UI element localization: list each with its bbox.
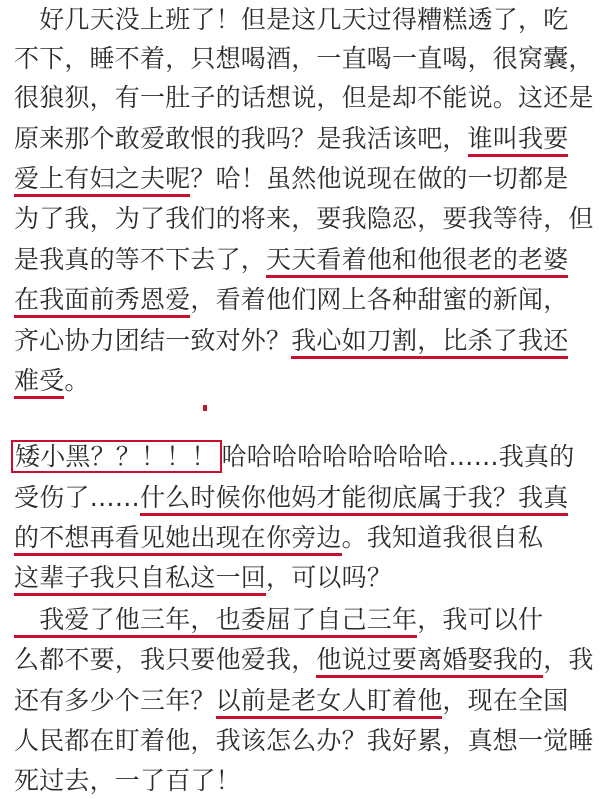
highlighted-phrase: 他说过要离婚娶我的 — [316, 645, 543, 678]
highlighted-phrase: 难受 — [14, 366, 64, 399]
text-line: 爱上有妇之夫呢？哈！虽然他说现在做的一切都是 — [14, 162, 568, 196]
text-line: 还有多少个三年？以前是老女人盯着他，现在全国 — [14, 684, 568, 718]
text-line: 这辈子我只自私这一回，可以吗？ — [14, 561, 392, 595]
text-line: 么都不要，我只要他爱我，他说过要离婚娶我的，我 — [14, 643, 594, 677]
text-line: 死过去，一了百了！ — [14, 766, 241, 795]
highlighted-phrase: 我爱了他三年，也委屈了自己三年 — [14, 605, 417, 638]
text-line: 人民都在盯着他，我该怎么办？我好累，真想一觉睡 — [14, 726, 594, 755]
text-line: 的不想再看见她出现在你旁边。我知道我很自私 — [14, 521, 543, 555]
text-line: 受伤了……什么时候你他妈才能彻底属于我？我真 — [14, 481, 568, 515]
highlighted-phrase: 爱上有妇之夫呢 — [14, 164, 190, 197]
highlighted-phrase: 天天看着他和他很老的老婆 — [266, 245, 568, 278]
highlighted-phrase: 我心如刀割，比杀了我还 — [291, 326, 568, 359]
highlighted-phrase: 的不想再看见她出现在你旁边 — [14, 523, 342, 556]
text-line: 是我真的等不下去了，天天看着他和他很老的老婆 — [14, 243, 568, 277]
text-line: 在我面前秀恩爱，看着他们网上各种甜蜜的新闻， — [14, 283, 568, 317]
text-line: 很狼狈，有一肚子的话想说，但是却不能说。这还是 — [14, 83, 594, 112]
text-line: 齐心协力团结一致对外？我心如刀割，比杀了我还 — [14, 324, 568, 358]
boxed-phrase: 矮小黑？？！！！ — [11, 440, 222, 473]
red-mark — [203, 405, 207, 411]
highlighted-phrase: 在我面前秀恩爱 — [14, 285, 190, 318]
text-line: 我爱了他三年，也委屈了自己三年，我可以什 — [14, 603, 543, 637]
highlighted-phrase: 以前是老女人盯着他 — [216, 686, 443, 719]
text-line: 不下，睡不着，只想喝酒，一直喝一直喝，很窝囊， — [14, 44, 594, 73]
text-line: 好几天没上班了！但是这几天过得糟糕透了，吃 — [14, 5, 569, 34]
text-line: 原来那个敢爱敢恨的我吗？是我活该吧，谁叫我要 — [14, 122, 568, 156]
highlighted-phrase: 这辈子我只自私这一回 — [14, 563, 266, 596]
text-line: 为了我，为了我们的将来，要我隐忍，要我等待，但 — [14, 204, 594, 233]
highlighted-phrase: 什么时候你他妈才能彻底属于我？我真 — [140, 483, 568, 516]
text-line: 矮小黑？？！！！ 哈哈哈哈哈哈哈哈哈……我真的 — [14, 440, 574, 474]
text-line: 难受。 — [14, 364, 90, 398]
highlighted-phrase: 谁叫我要 — [468, 124, 569, 157]
